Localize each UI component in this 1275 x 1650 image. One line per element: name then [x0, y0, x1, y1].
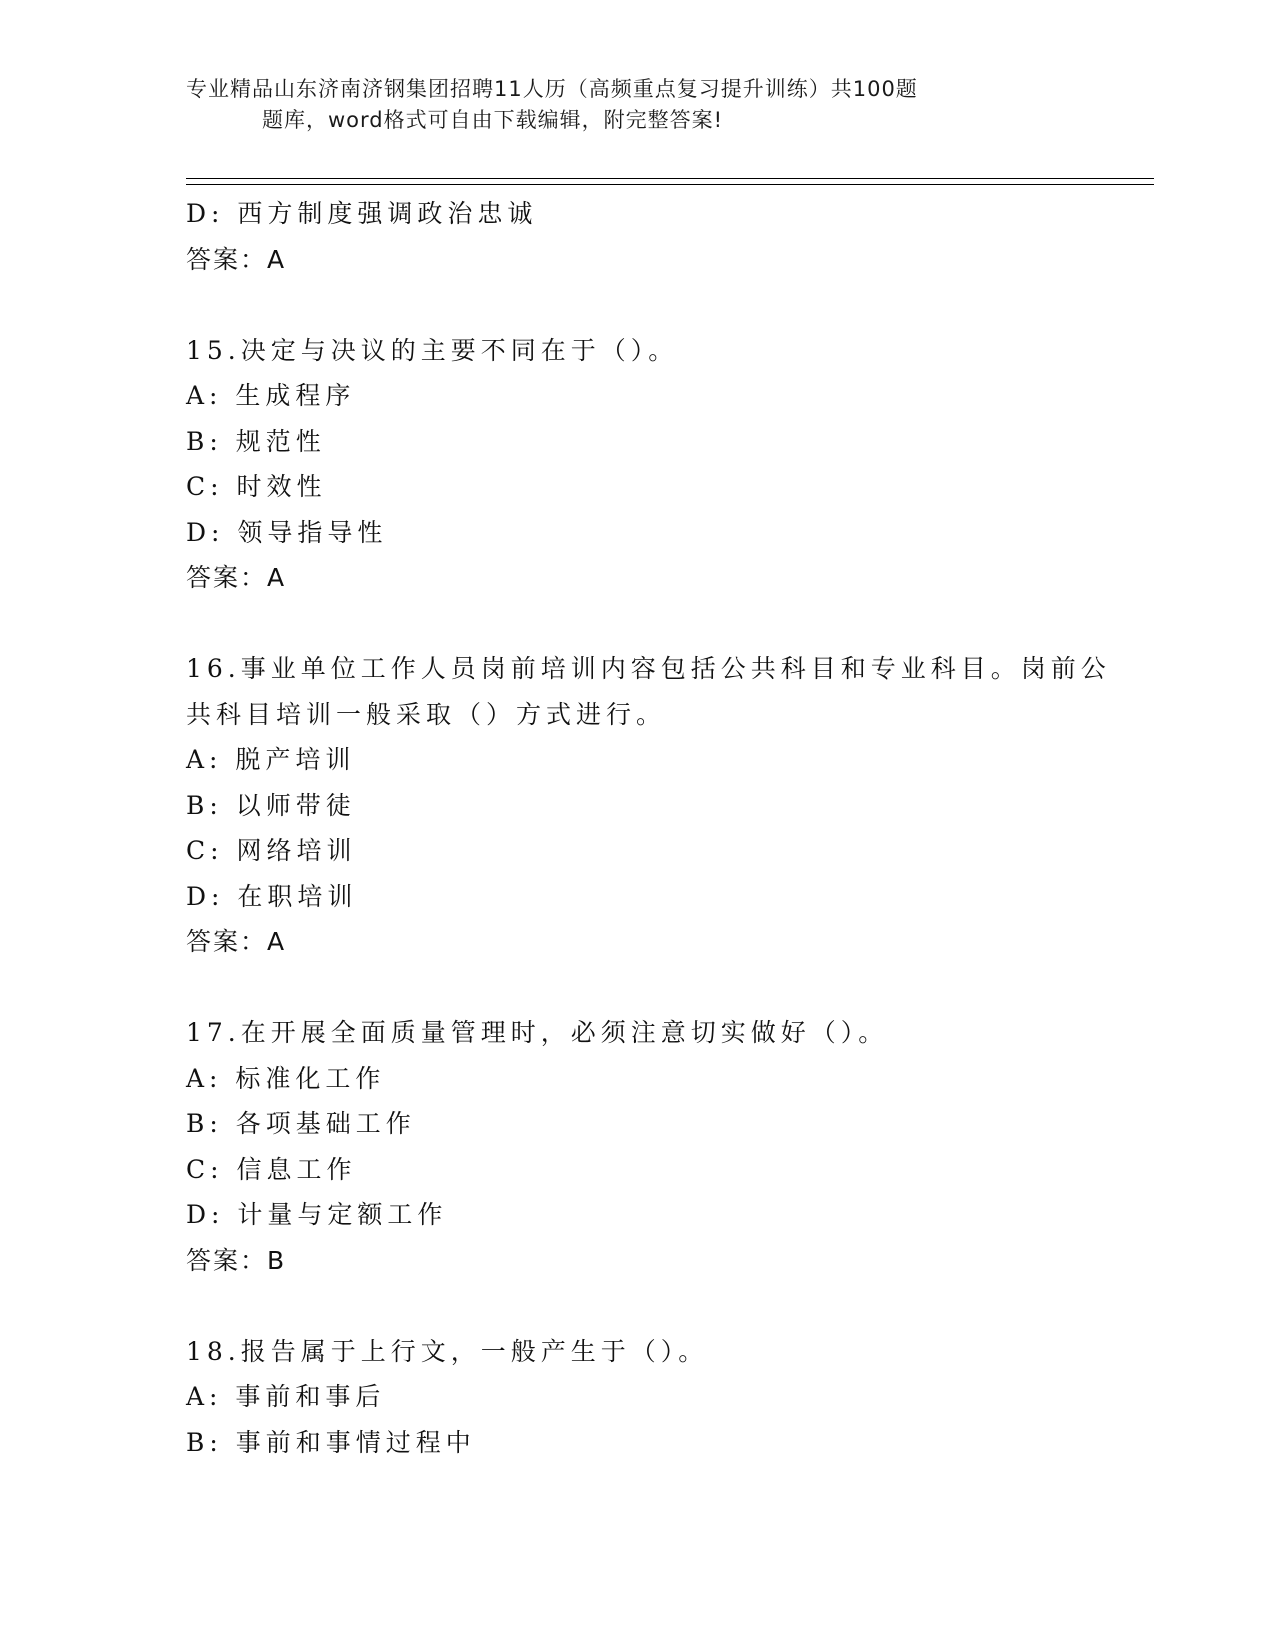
answer-label: 答案：B: [186, 1245, 287, 1275]
option-b: B: 各项基础工作: [186, 1109, 416, 1138]
option-c: C: 时效性: [186, 472, 327, 501]
answer-label: 答案：A: [186, 244, 287, 274]
document-header: [186, 74, 1086, 136]
question-block-16: [186, 646, 1111, 965]
header-title-line1: 专业精品山东济南济钢集团招聘11人历（高频重点复习提升训练）共100题: [186, 77, 918, 101]
spacer: [186, 601, 1086, 647]
question-block-17: [186, 1010, 1086, 1283]
option-d: D: 在职培训: [186, 881, 358, 911]
spacer: [186, 965, 1086, 1011]
option-d: D: 计量与定额工作: [186, 1200, 448, 1229]
question-block-15: [186, 328, 1086, 601]
option-b: B: 事前和事情过程中: [186, 1427, 476, 1457]
question-list: [186, 191, 1111, 1465]
spacer: [186, 1283, 1086, 1329]
answer-label: 答案：A: [186, 927, 287, 956]
question-stem: 18.报告属于上行文，一般产生于（）。: [186, 1336, 709, 1366]
header-divider-bottom: [186, 184, 1154, 185]
option-d: D: 领导指导性: [186, 517, 388, 547]
header-divider-top: [186, 178, 1154, 179]
option-c: C: 信息工作: [186, 1154, 357, 1184]
spacer: [186, 282, 1086, 328]
option-a: A: 脱产培训: [186, 745, 356, 774]
option-a: A: 生成程序: [186, 381, 356, 410]
question-stem-line2: 共科目培训一般采取（）方式进行。: [186, 699, 667, 729]
option-b: B: 以师带徒: [186, 790, 356, 820]
header-title-line2: 题库，word格式可自由下载编辑，附完整答案!: [262, 108, 724, 132]
question-stem: 17.在开展全面质量管理时，必须注意切实做好（）。: [186, 1018, 889, 1047]
option-d: D: 西方制度强调政治忠诚: [186, 199, 538, 228]
option-a: A: 标准化工作: [186, 1063, 386, 1093]
question-stem-line1: 16.事业单位工作人员岗前培训内容包括公共科目和专业科目。岗前公: [186, 654, 1111, 683]
question-block-18: [186, 1329, 1086, 1466]
option-a: A: 事前和事后: [186, 1382, 386, 1411]
option-c: C: 网络培训: [186, 836, 357, 865]
question-stem: 15.决定与决议的主要不同在于（）。: [186, 335, 679, 365]
option-b: B: 规范性: [186, 426, 326, 456]
answer-label: 答案：A: [186, 563, 287, 592]
